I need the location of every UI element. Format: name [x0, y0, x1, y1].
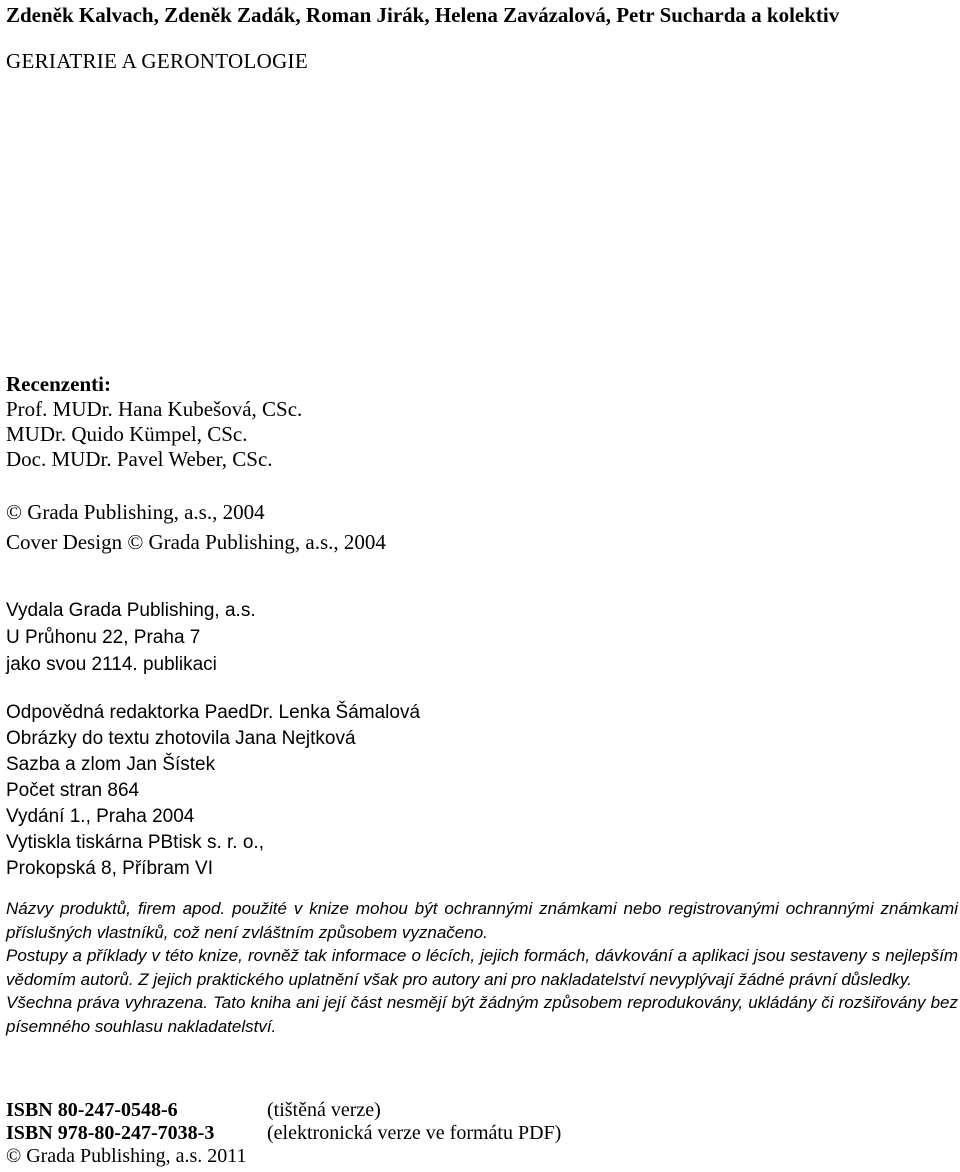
isbn-electronic-note: (elektronická verze ve formátu PDF) — [267, 1122, 562, 1144]
trademark-notice: Názvy produktů, firem apod. použité v knize mohou být ochrannými známkami nebo registrovanými ochrannými známkami příslušných vlastníků, což není zvláštním způsobem vyznačeno. — [6, 899, 958, 942]
publisher-block — [6, 597, 256, 678]
isbn-print-code: ISBN 80-247-0548-6 — [6, 1099, 178, 1121]
copyright-block — [6, 497, 386, 557]
legal-notice — [6, 897, 958, 1038]
copyright-line: © Grada Publishing, a.s., 2004 — [6, 500, 265, 524]
isbn-electronic-code: ISBN 978-80-247-7038-3 — [6, 1122, 215, 1144]
book-title: GERIATRIE A GERONTOLOGIE — [6, 49, 308, 73]
publication-number: jako svou 2114. publikaci — [6, 654, 217, 675]
reviewer-name: Doc. MUDr. Pavel Weber, CSc. — [6, 447, 273, 471]
reviewers-block — [6, 372, 302, 472]
authors: Zdeněk Kalvach, Zdeněk Zadák, Roman Jirák, Helena Zavázalová, Petr Sucharda a kolektiv — [6, 3, 840, 27]
edition-line: Vydání 1., Praha 2004 — [6, 806, 195, 827]
cover-design-line: Cover Design © Grada Publishing, a.s., 2004 — [6, 530, 386, 554]
typesetting-line: Sazba a zlom Jan Šístek — [6, 754, 216, 775]
illustrations-line: Obrázky do textu zhotovila Jana Nejtková — [6, 728, 356, 749]
rights-notice: Všechna práva vyhrazena. Tato kniha ani její část nesmějí být žádným způsobem reprodukovány, ukládány či rozšiřovány bez písemného souhlasu nakladatelství. — [6, 993, 958, 1036]
reviewer-name: MUDr. Quido Kümpel, CSc. — [6, 422, 248, 446]
isbn-electronic-row — [6, 1122, 561, 1145]
reviewer-name: Prof. MUDr. Hana Kubešová, CSc. — [6, 397, 303, 421]
isbn-copyright: © Grada Publishing, a.s. 2011 — [6, 1145, 247, 1167]
printer-line: Vytiskla tiskárna PBtisk s. r. o., — [6, 832, 264, 853]
reviewers-heading: Recenzenti: — [6, 372, 111, 396]
isbn-block — [6, 1099, 561, 1168]
liability-notice: Postupy a příklady v této knize, rovněž tak informace o lécích, jejich formách, dávkování a aplikaci jsou sestaveny s nejlepším vědomím autorů. Z jejich praktického uplatnění však pro autory ani pro nakladatelství nevyplývají žádné právní důsledky. — [6, 946, 958, 989]
editor-line: Odpovědná redaktorka PaedDr. Lenka Šámalová — [6, 702, 421, 723]
printer-address-line: Prokopská 8, Příbram VI — [6, 858, 213, 879]
page-count-line: Počet stran 864 — [6, 780, 140, 801]
publisher-address: U Průhonu 22, Praha 7 — [6, 627, 201, 648]
credits-block — [6, 700, 420, 882]
isbn-print-note: (tištěná verze) — [267, 1099, 381, 1121]
publisher-name: Vydala Grada Publishing, a.s. — [6, 600, 256, 621]
isbn-print-row — [6, 1099, 561, 1122]
